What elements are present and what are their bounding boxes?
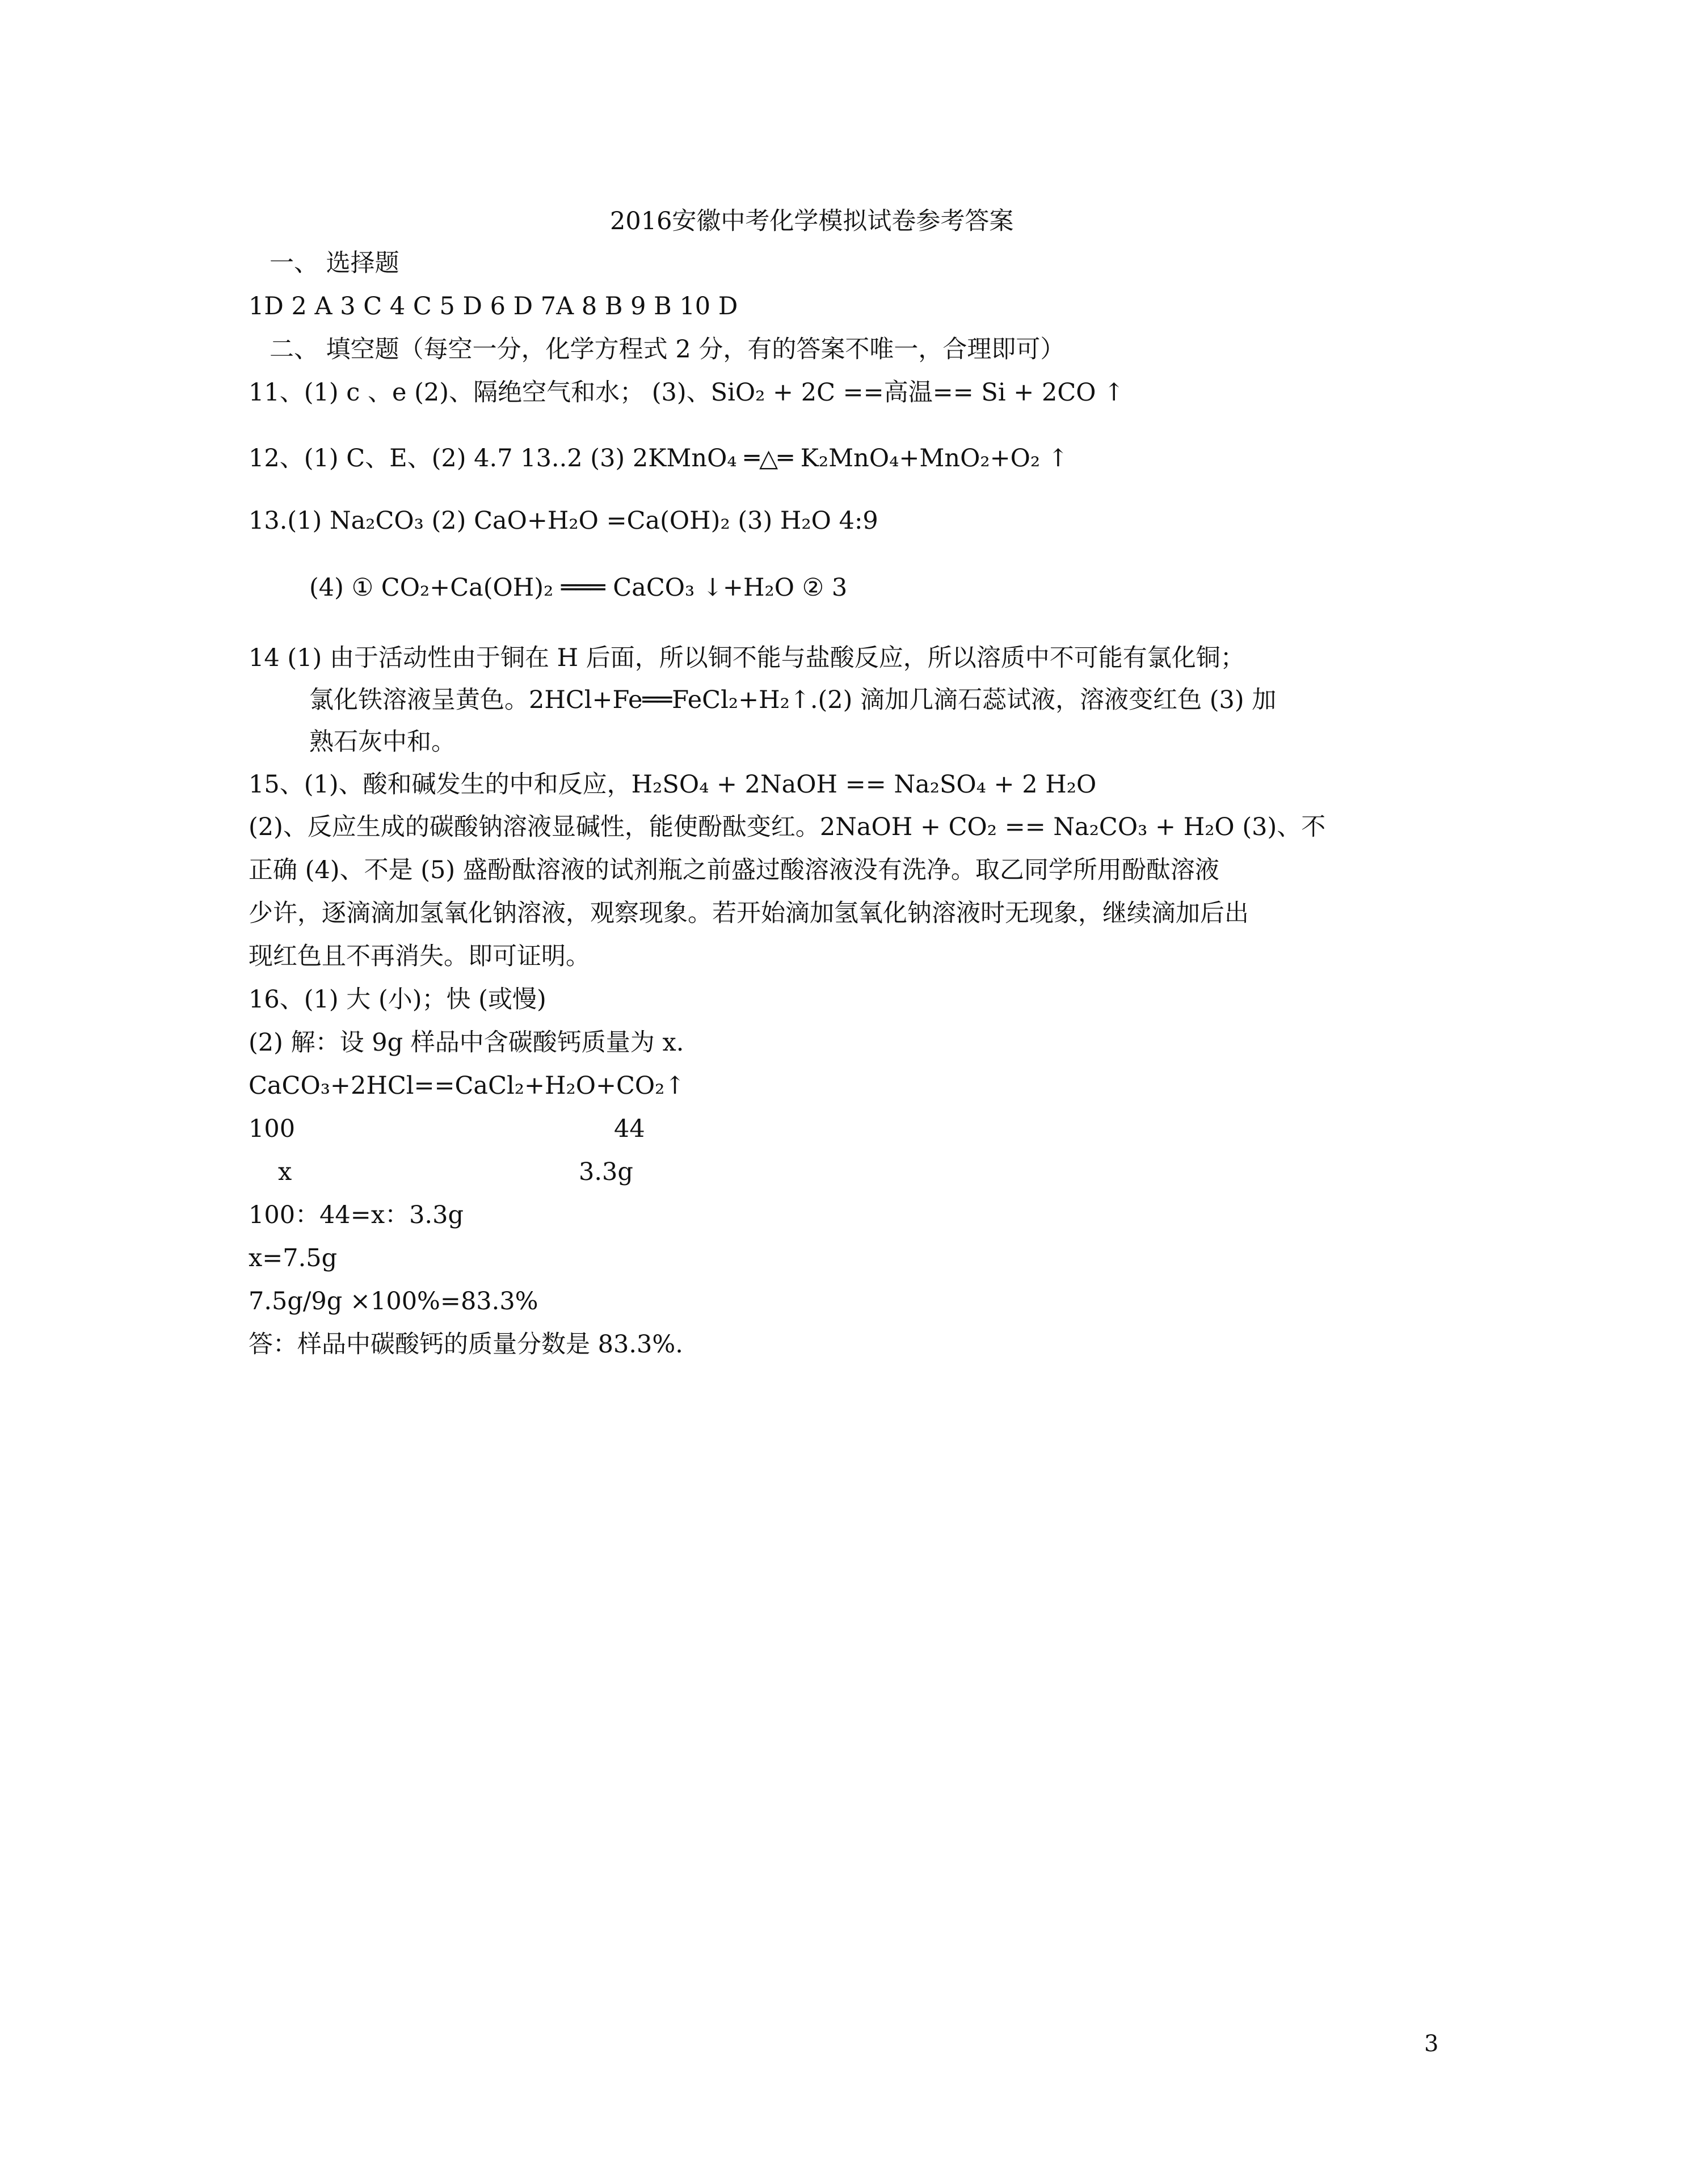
page-number: 3 — [1424, 2031, 1439, 2057]
answer-14-line2: 氯化铁溶液呈黄色。2HCl+Fe══FeCl₂+H₂↑.(2) 滴加几滴石蕊试液，溶液变红色 (3) 加 — [309, 686, 1277, 714]
answer-15-line5: 现红色且不再消失。即可证明。 — [249, 942, 590, 971]
choice-answers: 1D 2 A 3 C 4 C 5 D 6 D 7A 8 B 9 B 10 D — [249, 292, 738, 321]
ratio-right-bottom: 3.3g — [579, 1158, 633, 1186]
answer-15-line3: 正确 (4)、不是 (5) 盛酚酞溶液的试剂瓶之前盛过酸溶液没有洗净。取乙同学所用酚酞溶液 — [249, 856, 1219, 884]
answer-15-line2: (2)、反应生成的碳酸钠溶液显碱性，能使酚酞变红。2NaOH + CO₂ == Na₂CO₃ + H₂O (3)、不 — [249, 813, 1326, 841]
page-title: 2016安徽中考化学模拟试卷参考答案 — [610, 207, 1014, 235]
answer-15-line1: 15、(1)、酸和碱发生的中和反应，H₂SO₄ + 2NaOH == Na₂SO₄ + 2 H₂O — [249, 770, 1097, 799]
answer-13-line2: (4) ① CO₂+Ca(OH)₂ ═══ CaCO₃ ↓+H₂O ② 3 — [309, 574, 848, 602]
answer-12: 12、(1) C、E、(2) 4.7 13..2 (3) 2KMnO₄ ═△═ K₂MnO₄+MnO₂+O₂ ↑ — [249, 444, 1068, 473]
ratio-right-top: 44 — [614, 1115, 645, 1143]
answer-14-line3: 熟石灰中和。 — [309, 728, 456, 756]
answer-14-line1: 14 (1) 由于活动性由于铜在 H 后面，所以铜不能与盐酸反应，所以溶质中不可能有氯化铜； — [249, 644, 1245, 672]
proportion: 100：44=x：3.3g — [249, 1201, 464, 1229]
ratio-left-bottom: x — [278, 1158, 292, 1186]
answer-16-equation: CaCO₃+2HCl==CaCl₂+H₂O+CO₂↑ — [249, 1072, 685, 1100]
answer-16-line2: (2) 解：设 9g 样品中含碳酸钙质量为 x. — [249, 1028, 684, 1057]
answer-13-line1: 13.(1) Na₂CO₃ (2) CaO+H₂O =Ca(OH)₂ (3) H₂O 4:9 — [249, 507, 878, 535]
answer-11: 11、(1) c 、e (2)、隔绝空气和水； (3)、SiO₂ + 2C ==高温== Si + 2CO ↑ — [249, 378, 1125, 407]
percentage-calc: 7.5g/9g ×100%=83.3% — [249, 1287, 538, 1316]
solution-x: x=7.5g — [249, 1244, 338, 1272]
ratio-left-top: 100 — [249, 1115, 296, 1143]
final-answer: 答：样品中碳酸钙的质量分数是 83.3%. — [249, 1330, 683, 1359]
answer-16-line1: 16、(1) 大 (小)；快 (或慢) — [249, 985, 546, 1014]
answer-15-line4: 少许，逐滴滴加氢氧化钠溶液，观察现象。若开始滴加氢氧化钠溶液时无现象，继续滴加后出 — [249, 899, 1249, 927]
section-heading-fill: 二、 填空题（每空一分，化学方程式 2 分，有的答案不唯一，合理即可） — [270, 335, 1065, 364]
section-heading-choice: 一、 选择题 — [270, 249, 399, 277]
